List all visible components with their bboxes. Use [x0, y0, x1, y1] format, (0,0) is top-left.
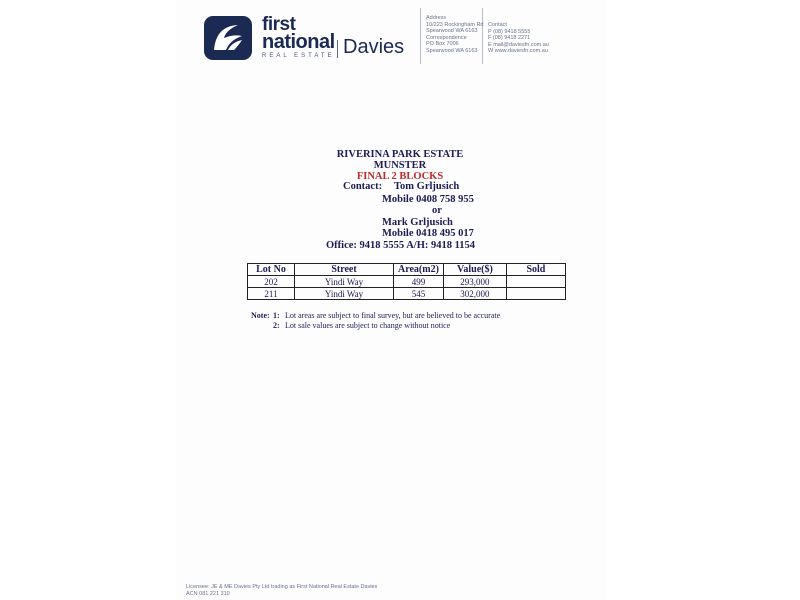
cell-area: 499	[394, 276, 444, 288]
cell-sold	[506, 276, 565, 288]
address-heading: Address	[426, 15, 447, 21]
cell-area: 545	[394, 288, 444, 300]
note-2-number: 2:	[273, 321, 280, 330]
brand-first: first	[262, 14, 296, 35]
contact-or: or	[432, 205, 442, 216]
cell-sold	[506, 288, 565, 300]
contact-mobile-1: Mobile 0408 758 955	[382, 194, 474, 205]
contact-line: F (08) 9418 2271	[488, 35, 531, 42]
footer-acn: ACN 081 221 310	[186, 591, 230, 597]
col-area: Area(m2)	[394, 264, 444, 276]
contact-block	[488, 22, 549, 55]
document-page	[176, 0, 606, 600]
cell-street: Yindi Way	[295, 288, 394, 300]
contact-line: P (08) 9418 5555	[488, 28, 531, 35]
notes-label: Note:	[251, 311, 270, 320]
cell-street: Yindi Way	[295, 276, 394, 288]
estate-title: RIVERINA PARK ESTATE	[336, 149, 464, 160]
office-phone: Office: 9418 5555 A/H: 9418 1154	[326, 240, 476, 251]
correspondence-line: PO Box 7006	[426, 41, 459, 48]
table-row	[248, 288, 566, 300]
contact-name-2: Mark Grljusich	[382, 217, 453, 228]
table-row	[248, 276, 566, 288]
brand-real-estate: REAL ESTATE	[262, 53, 335, 59]
col-value: Value($)	[443, 264, 506, 276]
table-header-row	[248, 264, 566, 276]
correspondence-line: Spearwood WA 6163	[426, 47, 478, 54]
blocks-title: FINAL 2 BLOCKS	[356, 171, 444, 182]
brand-divider	[337, 40, 338, 58]
contact-label: Contact:	[343, 181, 383, 192]
col-sold: Sold	[506, 264, 565, 276]
first-national-logo-icon	[204, 16, 252, 60]
correspondence-heading: Correspondence	[426, 34, 467, 41]
note-1-text: Lot areas are subject to final survey, but are believed to be accurate	[285, 311, 501, 320]
brand-national: national	[262, 31, 335, 53]
cell-lot-no: 211	[248, 288, 295, 300]
suburb-title: MUNSTER	[373, 160, 427, 171]
address-block	[426, 15, 483, 55]
contact-name-1: Tom Grljusich	[394, 181, 460, 192]
col-street: Street	[295, 264, 394, 276]
cell-lot-no: 202	[248, 276, 295, 288]
contact-mobile-2: Mobile 0418 495 017	[382, 228, 474, 239]
contact-heading: Contact	[488, 22, 507, 28]
letterhead-divider	[420, 8, 421, 64]
footer-licensee: Licensee: JE & ME Davies Pty Ltd trading as First National Real Estate Davies	[186, 584, 378, 590]
contact-line: E mail@daviesfn.com.au	[488, 41, 549, 48]
address-line: 10/223 Rockingham Rd	[426, 21, 484, 28]
col-lot-no: Lot No	[248, 264, 295, 276]
contact-line: W www.daviesfn.com.au	[488, 48, 548, 55]
cell-value: 302,000	[443, 288, 506, 300]
note-2-text: Lot sale values are subject to change without notice	[285, 321, 451, 330]
lots-table	[247, 263, 566, 300]
address-line: Spearwood WA 6163	[426, 28, 478, 35]
note-1-number: 1:	[273, 311, 280, 320]
cell-value: 293,000	[443, 276, 506, 288]
brand-office-name: Davies	[343, 36, 405, 58]
